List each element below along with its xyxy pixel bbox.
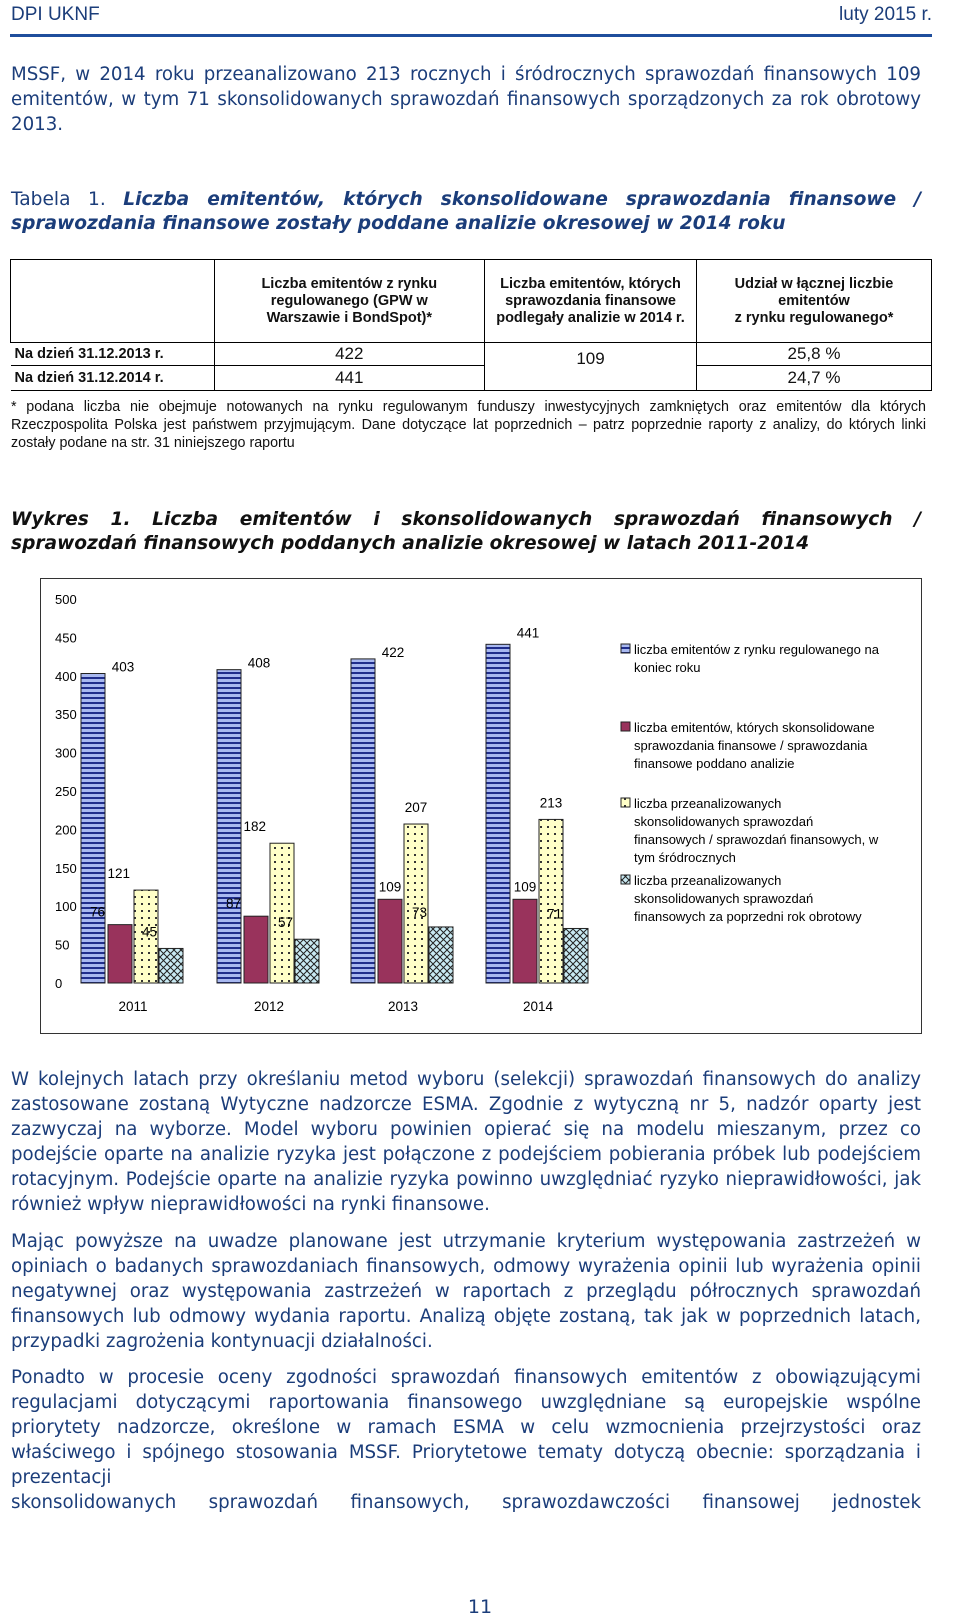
bar: [159, 948, 183, 983]
bar: [564, 928, 588, 983]
cell-count: 422: [214, 343, 485, 366]
paragraph-3-last-line: skonsolidowanych sprawozdań finansowych, sprawozdawczości finansowej jednostek: [11, 1492, 921, 1513]
bar: [513, 899, 537, 983]
legend-entry: liczba emitentów z rynku regulowanego na koniec roku: [634, 642, 879, 675]
cell-share: 24,7 %: [696, 366, 931, 391]
data-label: 403: [111, 659, 135, 675]
chart-caption: [11, 508, 921, 556]
table-caption-line2: sprawozdania finansowe zostały poddane analizie okresowej w 2014 roku: [11, 213, 786, 234]
table-caption-lead: Tabela 1.: [11, 189, 124, 210]
data-label: 76: [89, 904, 105, 920]
y-tick-label: 0: [55, 976, 63, 991]
legend-swatch: [621, 644, 630, 653]
col-header-share-line1: Udział w łącznej liczbie emitentów: [734, 275, 894, 309]
bar: [404, 824, 428, 983]
y-tick-label: 300: [55, 745, 77, 761]
cell-analyzed: 109: [485, 343, 697, 391]
emitents-table: [10, 259, 932, 391]
row-label: Na dzień 31.12.2013 r.: [11, 343, 215, 366]
chart-caption-line2: sprawozdań finansowych poddanych analizie okresowej w latach 2011-2014: [11, 533, 810, 554]
data-label: 182: [243, 819, 266, 835]
col-header-share: [696, 260, 931, 343]
paragraph-3-main: Ponadto w procesie oceny zgodności sprawozdań finansowych emitentów z obowiązującymi regulacjami dotyczącymi raportowania finansowego uwzględniane są europejskie wspólne priorytety nadzorcze, określone w ramach ESMA w celu wzmocnienia przejrzystości oraz właściwego i spójnego stosowania MSSF. Priorytetowe tematy dotyczą obecnie: sporządzania i prezentacji: [11, 1367, 921, 1488]
bar: [351, 659, 375, 983]
data-label: 109: [378, 879, 402, 895]
data-label: 422: [381, 644, 405, 660]
col-header-share-line2: z rynku regulowanego*: [734, 309, 894, 326]
bar: [244, 916, 268, 983]
header-rule: [10, 34, 932, 37]
cell-share: 25,8 %: [696, 343, 931, 366]
data-label: 207: [404, 800, 428, 816]
header-right: luty 2015 r.: [839, 4, 932, 25]
y-tick-label: 500: [55, 592, 77, 607]
col-header-analyzed: Liczba emitentów, których sprawozdania finansowe podlegały analizie w 2014 r.: [485, 260, 697, 343]
table-footnote: * podana liczba nie obejmuje notowanych na rynku regulowanym funduszy inwestycyjnych zamkniętych oraz emitentów dla których Rzeczpospolita Polska jest państwem przyjmującym. Dane dotyczące lat poprzednich – patrz poprzednie raporty z analizy, do których linki zostały podane na str. 31 niniejszego raportu: [11, 399, 926, 451]
col-header-regulated: Liczba emitentów z rynku regulowanego (GPW w Warszawie i BondSpot)*: [214, 260, 485, 343]
paragraph-1: W kolejnych latach przy określaniu metod wyboru (selekcji) sprawozdań finansowych do analizy zastosowane zostaną Wytyczne nadzorcze ESMA. Zgodnie z wytyczną nr 5, nadzór oparty jest zazwyczaj na wyborze. Model wyboru powinien opierać się na modelu mieszanym, przez co podejście oparte na analizie ryzyka jest połączone z podejściem pobierania próbek lub podejściem rotacyjnym. Podejście oparte na analizie ryzyka powinno uwzględniać ryzyko nieprawidłowości, jak również wpływ nieprawidłowości na rynki finansowe.: [11, 1069, 921, 1215]
x-tick-label: 2011: [118, 999, 148, 1014]
x-tick-label: 2014: [522, 999, 554, 1014]
table-corner: [11, 260, 215, 343]
cell-count: 441: [214, 366, 485, 391]
data-label: 441: [516, 625, 540, 641]
data-label: 45: [141, 924, 157, 940]
chart-frame: [40, 578, 922, 1034]
bar: [486, 644, 510, 983]
y-tick-label: 200: [55, 822, 77, 838]
table-row: [11, 366, 932, 391]
y-tick-label: 350: [55, 707, 77, 723]
bar: [270, 843, 294, 983]
data-label: 87: [225, 896, 241, 912]
bar: [378, 899, 402, 983]
y-tick-label: 450: [55, 630, 77, 646]
bar: [108, 925, 132, 983]
data-label: 408: [247, 655, 271, 671]
data-label: 73: [411, 904, 427, 920]
bar: [217, 670, 241, 983]
y-tick-label: 150: [55, 860, 77, 876]
table-caption: [11, 188, 921, 236]
legend-swatch: [621, 798, 630, 807]
legend-entry: liczba emitentów, których skonsolidowane sprawozdania finansowe / sprawozdania finansowe poddano analizie: [634, 720, 875, 771]
paragraph-2: Mając powyższe na uwadze planowane jest utrzymanie kryterium występowania zastrzeżeń w opiniach o badanych sprawozdaniach finansowych, odmowy wyrażenia opinii lub wyrażenia opinii negatywnej oraz występowania zastrzeżeń w raportach z przeglądu półrocznych sprawozdań finansowych lub odmowy wydania raportu. Analizą objęte zostaną, tak jak w poprzednich latach, przypadki zagrożenia kontynuacji działalności.: [11, 1231, 921, 1352]
data-label: 71: [546, 906, 562, 922]
x-tick-label: 2013: [387, 999, 419, 1014]
intro-paragraph: MSSF, w 2014 roku przeanalizowano 213 rocznych i śródrocznych sprawozdań finansowych 109 emitentów, w tym 71 skonsolidowanych sprawozdań finansowych sporządzonych za rok obrotowy 2013.: [11, 64, 921, 135]
table-caption-line1: Liczba emitentów, których skonsolidowane sprawozdania finansowe /: [123, 189, 921, 210]
paragraph-3: [11, 1365, 921, 1515]
x-tick-label: 2012: [253, 999, 285, 1014]
bar: [429, 927, 453, 983]
legend-entry: liczba przeanalizowanych skonsolidowanych sprawozdań finansowych / sprawozdań finansowych, w tym śródrocznych: [634, 796, 879, 865]
bar-chart: [41, 579, 921, 1033]
legend-entry: liczba przeanalizowanych skonsolidowanych sprawozdań finansowych za poprzedni rok obrotowy: [634, 873, 862, 924]
data-label: 213: [539, 795, 563, 811]
bar: [81, 673, 105, 983]
legend-swatch: [621, 722, 630, 731]
bar: [295, 939, 319, 983]
row-label: Na dzień 31.12.2014 r.: [11, 366, 215, 391]
y-tick-label: 100: [55, 899, 77, 915]
y-tick-label: 50: [55, 937, 70, 953]
data-label: 109: [513, 879, 537, 895]
data-label: 121: [107, 866, 130, 882]
chart-caption-line1: Wykres 1. Liczba emitentów i skonsolidowanych sprawozdań finansowych /: [11, 509, 921, 530]
data-label: 57: [277, 915, 293, 931]
page-number: 11: [467, 1596, 493, 1618]
bar: [539, 819, 563, 983]
legend-swatch: [621, 875, 630, 884]
table-row: [11, 343, 932, 366]
header-left: DPI UKNF: [11, 4, 100, 25]
y-tick-label: 250: [55, 784, 77, 799]
y-tick-label: 400: [55, 668, 77, 684]
